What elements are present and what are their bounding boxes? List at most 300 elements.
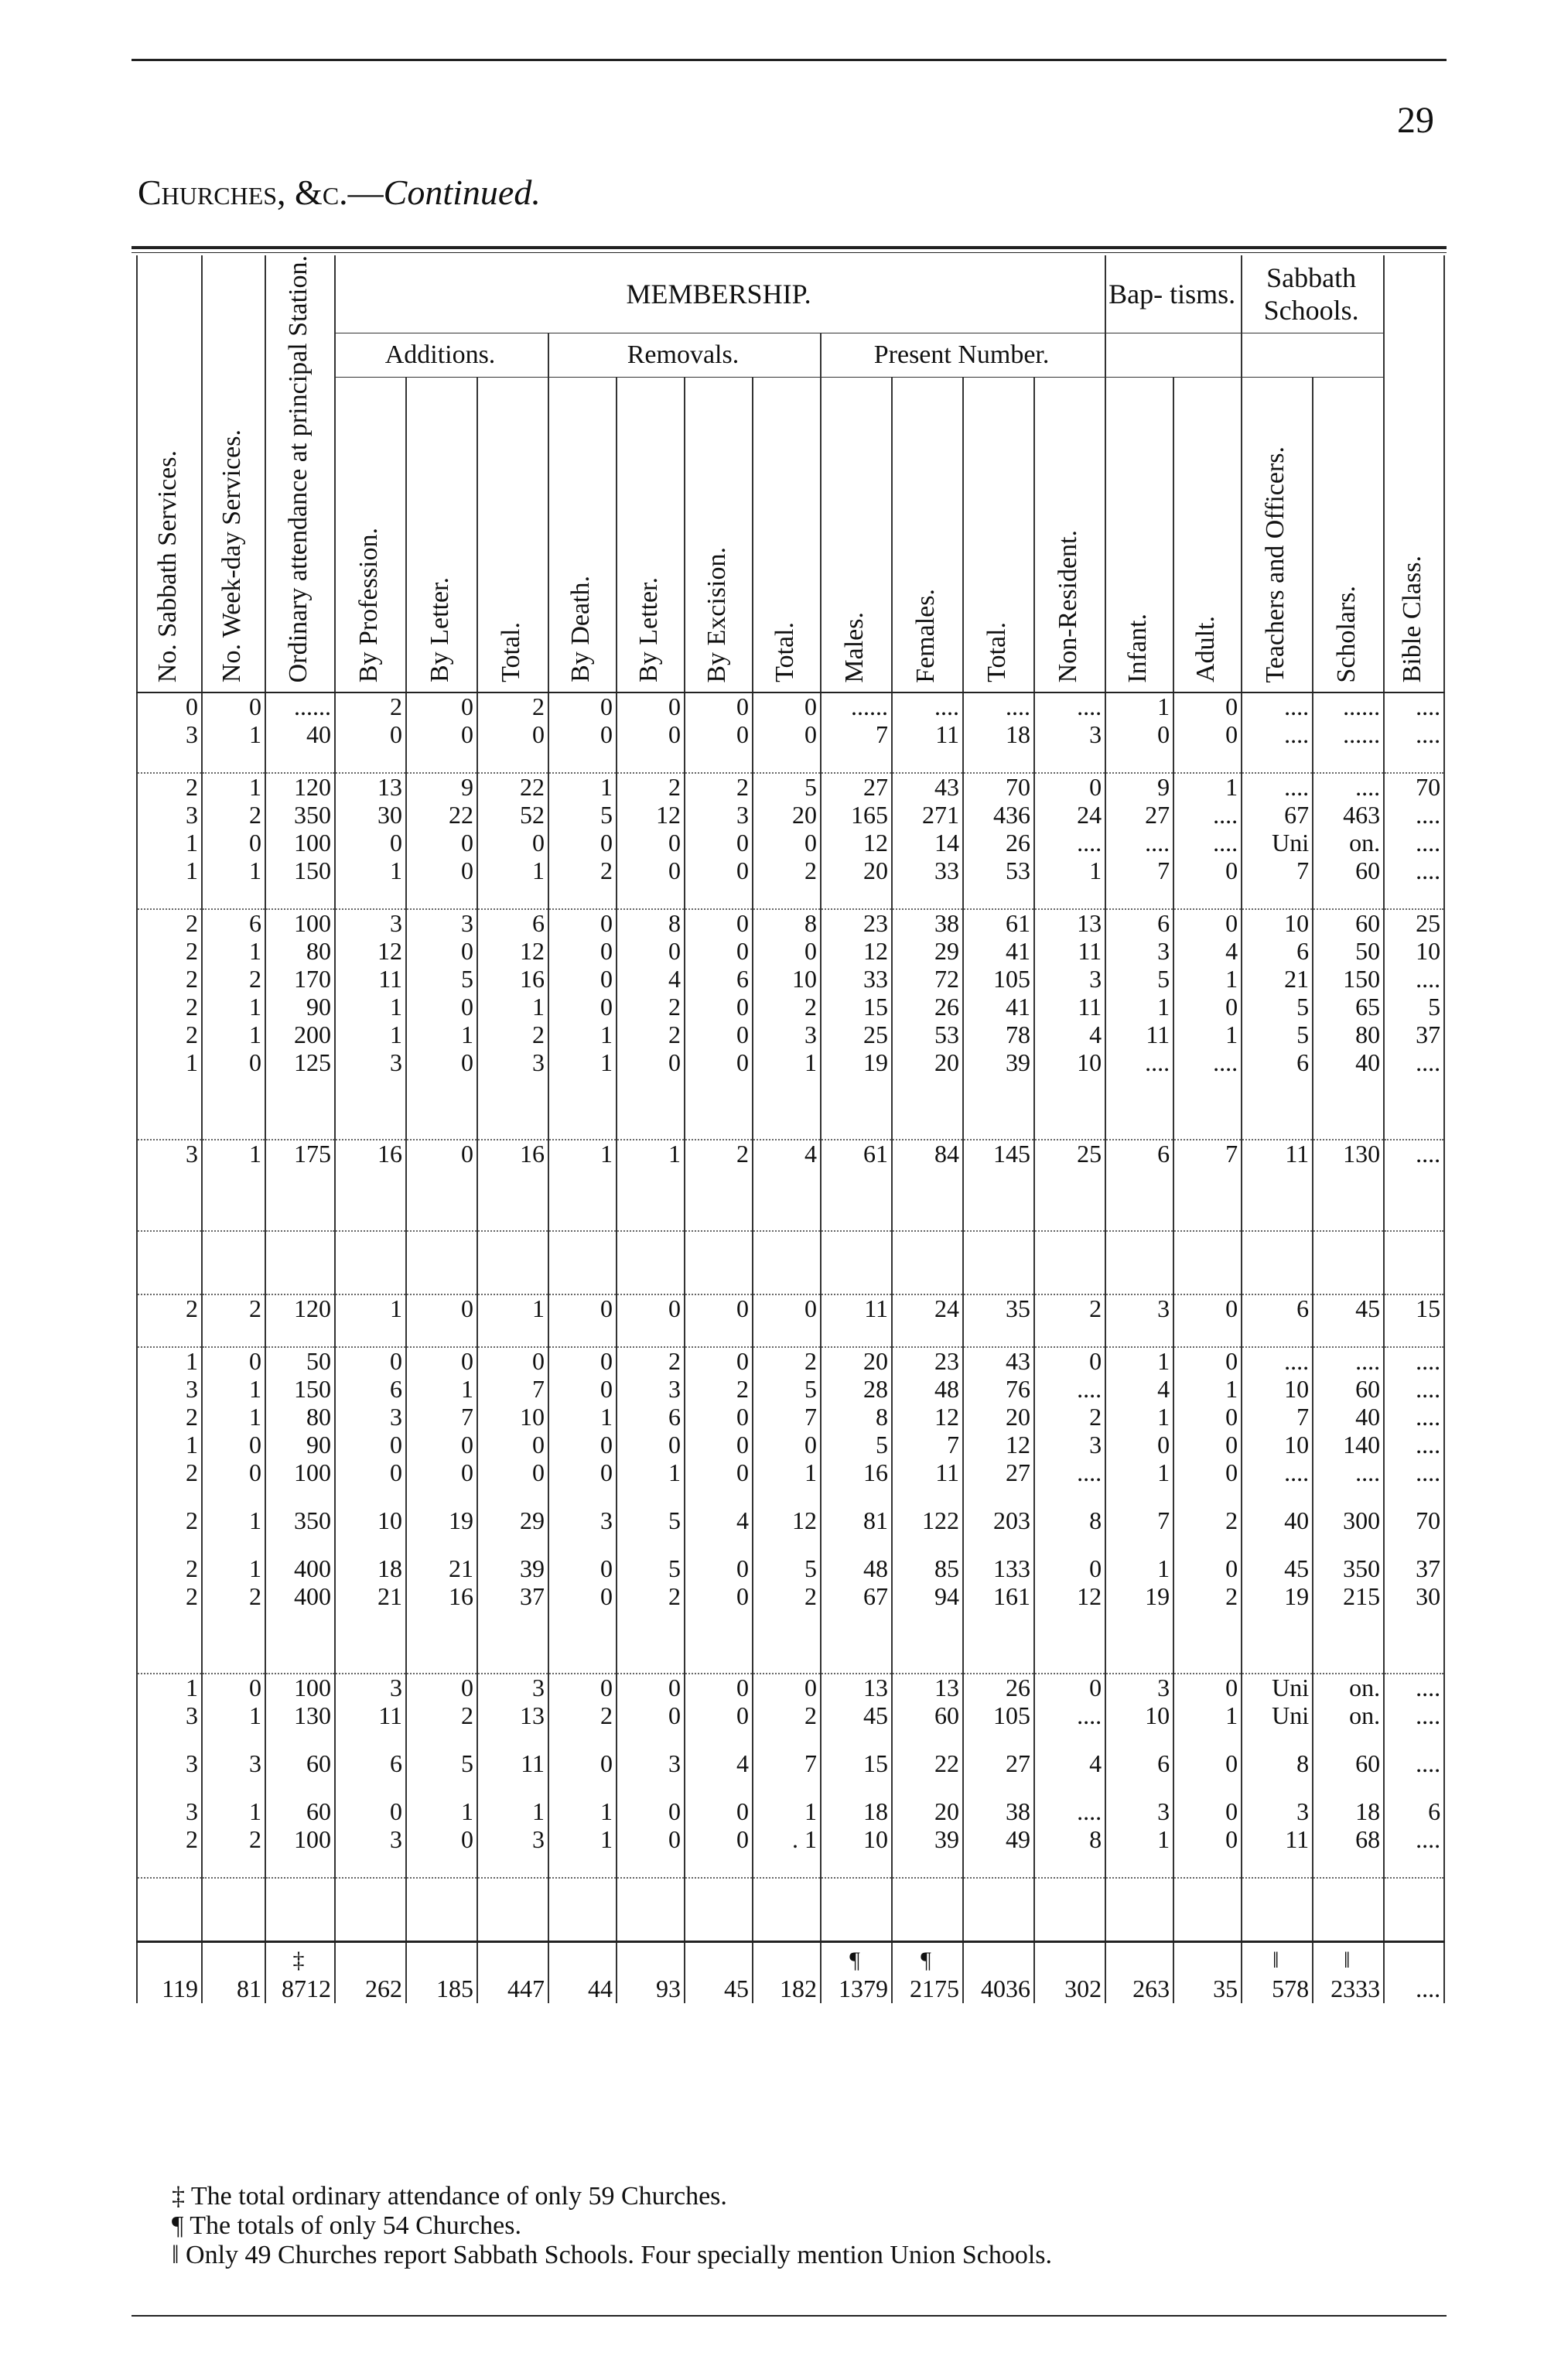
table-cell: 22 [477, 773, 548, 802]
table-cell: 122 [892, 1507, 963, 1535]
table-cell: 7 [1105, 857, 1173, 885]
table-cell: 10 [335, 1507, 406, 1535]
table-cell [821, 1878, 892, 1917]
table-cell [617, 1487, 685, 1507]
table-cell: .... [1384, 1826, 1444, 1854]
table-cell [753, 1231, 821, 1270]
table-cell: 33 [821, 966, 892, 993]
table-cell: 7 [406, 1404, 477, 1431]
table-cell: 4 [685, 1750, 753, 1778]
spacer-row [137, 1778, 1444, 1798]
table-cell [202, 1116, 265, 1140]
table-cell [265, 1323, 335, 1347]
table-row [137, 1049, 1444, 1077]
table-cell: 0 [685, 938, 753, 966]
table-cell [1173, 1650, 1242, 1674]
table-cell [821, 1323, 892, 1347]
table-cell: 1 [202, 1798, 265, 1826]
table-cell [753, 1611, 821, 1650]
spacer-row [137, 1535, 1444, 1555]
churches-table [136, 255, 1443, 2003]
table-cell: 1 [1105, 1404, 1173, 1431]
table-cell [202, 1168, 265, 1207]
table-cell: 0 [1173, 1404, 1242, 1431]
table-cell: 0 [617, 938, 685, 966]
table-cell [406, 1878, 477, 1917]
table-cell: 0 [617, 1431, 685, 1459]
table-cell: 2 [137, 1021, 202, 1049]
table-cell: 12 [821, 829, 892, 857]
table-cell: 24 [1034, 802, 1105, 829]
table-cell: 0 [406, 1826, 477, 1854]
table-cell: 1 [1105, 993, 1173, 1021]
table-cell: 0 [548, 1294, 617, 1323]
table-cell: 0 [202, 1347, 265, 1376]
table-cell: 1 [137, 1674, 202, 1702]
dots-row [137, 1917, 1444, 1942]
table-cell [1034, 1878, 1105, 1917]
table-cell [137, 1168, 202, 1207]
table-row [137, 1750, 1444, 1778]
table-cell [1384, 1942, 1444, 1976]
table-cell: .... [1384, 1674, 1444, 1702]
table-row [137, 938, 1444, 966]
additions-header: Additions. [335, 333, 548, 377]
table-cell [821, 1854, 892, 1878]
table-cell: 3 [137, 721, 202, 749]
table-cell [685, 1778, 753, 1798]
table-cell [137, 1323, 202, 1347]
table-cell [202, 1207, 265, 1231]
table-cell: 0 [617, 1049, 685, 1077]
table-cell: 8 [1242, 1750, 1313, 1778]
table-cell: 4 [1034, 1021, 1105, 1049]
table-cell: 6 [1105, 909, 1173, 938]
table-row [137, 692, 1444, 721]
table-cell [548, 1942, 617, 1976]
table-cell: 0 [685, 1702, 753, 1730]
table-cell: 1 [202, 773, 265, 802]
table-cell: 0 [548, 993, 617, 1021]
table-cell: ‖ [1313, 1942, 1384, 1976]
table-cell: 16 [821, 1459, 892, 1487]
table-cell: 0 [406, 1459, 477, 1487]
table-cell [1384, 1487, 1444, 1507]
table-cell: 50 [1313, 938, 1384, 966]
table-cell [335, 1323, 406, 1347]
table-cell: 0 [406, 1294, 477, 1323]
table-cell: 41 [963, 938, 1034, 966]
table-cell [1034, 1487, 1105, 1507]
table-cell [1173, 1942, 1242, 1976]
table-cell: 0 [685, 1049, 753, 1077]
table-cell [137, 1270, 202, 1294]
table-cell: 11 [335, 1702, 406, 1730]
table-cell: 1 [202, 721, 265, 749]
table-cell: 2 [137, 938, 202, 966]
table-cell [137, 1077, 202, 1116]
table-cell: 1 [202, 1702, 265, 1730]
table-cell [548, 1323, 617, 1347]
table-cell: 0 [335, 1798, 406, 1826]
table-cell [617, 1323, 685, 1347]
table-cell: 2 [1173, 1583, 1242, 1611]
dots-row [137, 1207, 1444, 1231]
table-cell: 2 [617, 993, 685, 1021]
table-cell: 12 [617, 802, 685, 829]
table-row [137, 1702, 1444, 1730]
table-cell [137, 1854, 202, 1878]
table-cell: 0 [335, 1459, 406, 1487]
table-cell [335, 1730, 406, 1750]
table-cell [963, 1168, 1034, 1207]
table-cell: 12 [963, 1431, 1034, 1459]
table-cell: 5 [1242, 993, 1313, 1021]
table-cell [821, 1730, 892, 1750]
table-cell: 1 [548, 773, 617, 802]
table-cell [1242, 1650, 1313, 1674]
table-cell: 0 [406, 993, 477, 1021]
table-row [137, 1583, 1444, 1611]
table-cell: 0 [753, 692, 821, 721]
table-cell: 19 [406, 1507, 477, 1535]
table-cell: 1 [753, 1459, 821, 1487]
table-cell [892, 1854, 963, 1878]
table-cell [1242, 885, 1313, 909]
table-cell [617, 1917, 685, 1942]
table-cell [821, 1207, 892, 1231]
table-cell: 33 [892, 857, 963, 885]
table-cell: 11 [1242, 1140, 1313, 1168]
table-cell [548, 1878, 617, 1917]
table-cell: 140 [1313, 1431, 1384, 1459]
table-cell [1034, 885, 1105, 909]
table-cell [1242, 1231, 1313, 1270]
table-cell: 0 [1034, 773, 1105, 802]
table-cell: 100 [265, 909, 335, 938]
table-cell: 0 [1173, 1294, 1242, 1323]
top-rule [132, 59, 1447, 61]
table-cell [685, 1854, 753, 1878]
table-cell: 6 [202, 909, 265, 938]
table-cell [821, 1168, 892, 1207]
table-cell [548, 749, 617, 773]
table-cell [1105, 1778, 1173, 1798]
dots-row [137, 749, 1444, 773]
table-cell: ...... [1313, 721, 1384, 749]
table-cell: 0 [617, 1798, 685, 1826]
table-cell: 10 [821, 1826, 892, 1854]
table-cell: 1 [1173, 966, 1242, 993]
table-cell: 2 [202, 802, 265, 829]
table-cell: 16 [406, 1583, 477, 1611]
table-cell [477, 1270, 548, 1294]
table-cell: 20 [753, 802, 821, 829]
table-cell: 150 [1313, 966, 1384, 993]
table-cell: 2 [753, 1702, 821, 1730]
table-cell: .... [1384, 692, 1444, 721]
table-cell [202, 1730, 265, 1750]
table-cell: 3 [477, 1674, 548, 1702]
table-cell: Uni [1242, 1702, 1313, 1730]
table-cell [1242, 1207, 1313, 1231]
table-cell: 1 [1105, 1555, 1173, 1583]
table-cell [477, 1116, 548, 1140]
table-cell: 67 [1242, 802, 1313, 829]
table-cell: 61 [821, 1140, 892, 1168]
table-cell: 13 [477, 1702, 548, 1730]
table-cell [617, 1730, 685, 1750]
table-cell: 6 [335, 1376, 406, 1404]
table-cell [821, 1270, 892, 1294]
table-cell: 8 [1034, 1826, 1105, 1854]
table-cell: 3 [137, 1702, 202, 1730]
table-cell [685, 1611, 753, 1650]
header-rule-thin [132, 252, 1447, 253]
table-cell [1384, 1231, 1444, 1270]
table-cell [1242, 1778, 1313, 1798]
table-cell [617, 1207, 685, 1231]
table-cell [1173, 1730, 1242, 1750]
table-cell: 25 [1034, 1140, 1105, 1168]
table-cell: 1 [617, 1459, 685, 1487]
table-cell [265, 1730, 335, 1750]
table-cell: 3 [137, 1798, 202, 1826]
table-cell [1242, 1535, 1313, 1555]
table-cell [335, 1650, 406, 1674]
table-cell [892, 1323, 963, 1347]
table-cell [335, 1778, 406, 1798]
table-cell [477, 749, 548, 773]
table-cell: 0 [617, 1702, 685, 1730]
table-cell [753, 1487, 821, 1507]
table-cell: Uni [1242, 829, 1313, 857]
table-cell: 0 [548, 966, 617, 993]
table-cell: 0 [685, 1555, 753, 1583]
table-cell: 1 [137, 1347, 202, 1376]
table-row [137, 1674, 1444, 1702]
table-cell [137, 1917, 202, 1942]
table-cell: 61 [963, 909, 1034, 938]
table-cell: 5 [617, 1507, 685, 1535]
table-cell: 2 [137, 1459, 202, 1487]
table-cell [406, 1942, 477, 1976]
table-cell: 4 [1034, 1750, 1105, 1778]
table-cell [821, 1611, 892, 1650]
table-cell [265, 1168, 335, 1207]
table-cell: 0 [477, 721, 548, 749]
table-cell: .... [1384, 1404, 1444, 1431]
table-cell: 16 [477, 1140, 548, 1168]
page-title: Churches, &c.—Continued. [138, 173, 541, 212]
table-cell: 0 [202, 829, 265, 857]
table-cell: 0 [1173, 1459, 1242, 1487]
table-cell: 7 [1173, 1140, 1242, 1168]
table-cell [892, 1878, 963, 1917]
table-cell [548, 1917, 617, 1942]
table-cell: 2 [1034, 1294, 1105, 1323]
col-add-profession: By Profession. [335, 377, 406, 692]
dots-row [137, 1323, 1444, 1347]
table-cell: 0 [1173, 993, 1242, 1021]
table-cell [1313, 1611, 1384, 1650]
table-cell [685, 1168, 753, 1207]
table-cell: 29 [892, 938, 963, 966]
table-cell: 67 [821, 1583, 892, 1611]
table-cell: 30 [1384, 1583, 1444, 1611]
col-males: Males. [821, 377, 892, 692]
table-cell: 2 [617, 1583, 685, 1611]
table-cell: 100 [265, 829, 335, 857]
table-cell [265, 1231, 335, 1270]
table-cell: .... [1173, 802, 1242, 829]
table-cell: 1 [548, 1404, 617, 1431]
table-cell: 5 [1384, 993, 1444, 1021]
gap-row [137, 1077, 1444, 1116]
table-cell: 262 [335, 1975, 406, 2003]
table-cell: 39 [963, 1049, 1034, 1077]
table-cell: 6 [617, 1404, 685, 1431]
table-cell: ...... [821, 692, 892, 721]
table-cell [1242, 1854, 1313, 1878]
col-week-day-services: No. Week-day Services. [202, 255, 265, 692]
table-cell: 70 [963, 773, 1034, 802]
table-cell: 3 [1034, 721, 1105, 749]
table-cell: 1 [548, 1798, 617, 1826]
table-cell [685, 1917, 753, 1942]
table-cell: Uni [1242, 1674, 1313, 1702]
table-cell [406, 1535, 477, 1555]
table-cell: 0 [406, 721, 477, 749]
table-cell: 1 [335, 857, 406, 885]
table-cell: 53 [963, 857, 1034, 885]
col-teachers-officers: Teachers and Officers. [1242, 377, 1313, 692]
table-cell: 0 [685, 1021, 753, 1049]
table-cell: 1 [202, 1140, 265, 1168]
table-cell: 49 [963, 1826, 1034, 1854]
table-cell: 0 [753, 829, 821, 857]
table-cell: 1 [1173, 1376, 1242, 1404]
table-cell: 2 [202, 1826, 265, 1854]
table-cell: 12 [335, 938, 406, 966]
table-cell: 6 [477, 909, 548, 938]
table-cell: 350 [1313, 1555, 1384, 1583]
table-cell: 13 [821, 1674, 892, 1702]
table-row [137, 1294, 1444, 1323]
table-cell: 6 [1105, 1750, 1173, 1778]
footnote-schools: ‖ Only 49 Churches report Sabbath Schools. Four specially mention Union Schools. [172, 2241, 1053, 2269]
table-cell: 4036 [963, 1975, 1034, 2003]
table-cell [202, 1323, 265, 1347]
table-cell [406, 1270, 477, 1294]
table-cell [1105, 885, 1173, 909]
table-cell: 8 [617, 909, 685, 938]
header-rule [132, 246, 1447, 249]
table-cell [1242, 1730, 1313, 1750]
table-cell [1173, 1854, 1242, 1878]
table-cell: 80 [265, 1404, 335, 1431]
table-cell [1034, 1168, 1105, 1207]
table-cell: 81 [821, 1507, 892, 1535]
table-cell: 7 [1105, 1507, 1173, 1535]
table-cell: 182 [753, 1975, 821, 2003]
table-cell: 0 [753, 1431, 821, 1459]
table-cell: 1 [202, 1021, 265, 1049]
table-cell: 165 [821, 802, 892, 829]
table-cell [821, 1487, 892, 1507]
table-cell: ¶ [821, 1942, 892, 1976]
table-cell [1384, 1854, 1444, 1878]
table-cell: .... [1384, 1702, 1444, 1730]
table-cell [477, 1077, 548, 1116]
table-cell [335, 1854, 406, 1878]
table-cell [821, 1535, 892, 1555]
table-cell [617, 1611, 685, 1650]
table-cell: 10 [1034, 1049, 1105, 1077]
table-cell [202, 1231, 265, 1270]
table-cell: 2 [617, 1021, 685, 1049]
table-cell: 13 [892, 1674, 963, 1702]
table-cell [1034, 749, 1105, 773]
table-cell: 463 [1313, 802, 1384, 829]
table-row [137, 802, 1444, 829]
table-cell [1105, 1942, 1173, 1976]
table-cell [265, 1854, 335, 1878]
table-cell [202, 1854, 265, 1878]
baptisms-header: Bap- tisms. [1105, 255, 1242, 333]
table-cell: 30 [335, 802, 406, 829]
table-cell: 10 [1105, 1702, 1173, 1730]
table-cell [1173, 1207, 1242, 1231]
table-cell: .... [1242, 1459, 1313, 1487]
table-cell [892, 1168, 963, 1207]
table-cell: 3 [202, 1750, 265, 1778]
table-cell: .... [1384, 1750, 1444, 1778]
table-cell: 7 [477, 1376, 548, 1404]
table-cell: 45 [1242, 1555, 1313, 1583]
table-cell [1105, 1231, 1173, 1270]
table-cell [617, 1854, 685, 1878]
table-cell [1313, 1231, 1384, 1270]
table-cell [477, 1917, 548, 1942]
table-cell [265, 1878, 335, 1917]
marks-row [137, 1942, 1444, 1976]
table-cell [406, 1778, 477, 1798]
table-cell: 18 [335, 1555, 406, 1583]
table-cell [406, 1917, 477, 1942]
col-rem-letter: By Letter. [617, 377, 685, 692]
table-cell [137, 1942, 202, 1976]
table-cell [137, 1878, 202, 1917]
table-cell [548, 1487, 617, 1507]
table-cell: 3 [1105, 938, 1173, 966]
col-add-letter: By Letter. [406, 377, 477, 692]
table-cell: 2 [685, 773, 753, 802]
table-cell: 11 [1105, 1021, 1173, 1049]
table-cell: 2 [685, 1140, 753, 1168]
table-cell: 60 [265, 1750, 335, 1778]
table-cell: 1 [137, 1049, 202, 1077]
table-cell: 0 [477, 829, 548, 857]
table-cell [1242, 749, 1313, 773]
table-cell: 100 [265, 1459, 335, 1487]
table-cell: 0 [685, 993, 753, 1021]
table-cell: 145 [963, 1140, 1034, 1168]
table-cell: 90 [265, 993, 335, 1021]
table-cell: 0 [477, 1431, 548, 1459]
table-cell: 23 [892, 1347, 963, 1376]
table-cell [617, 1942, 685, 1976]
